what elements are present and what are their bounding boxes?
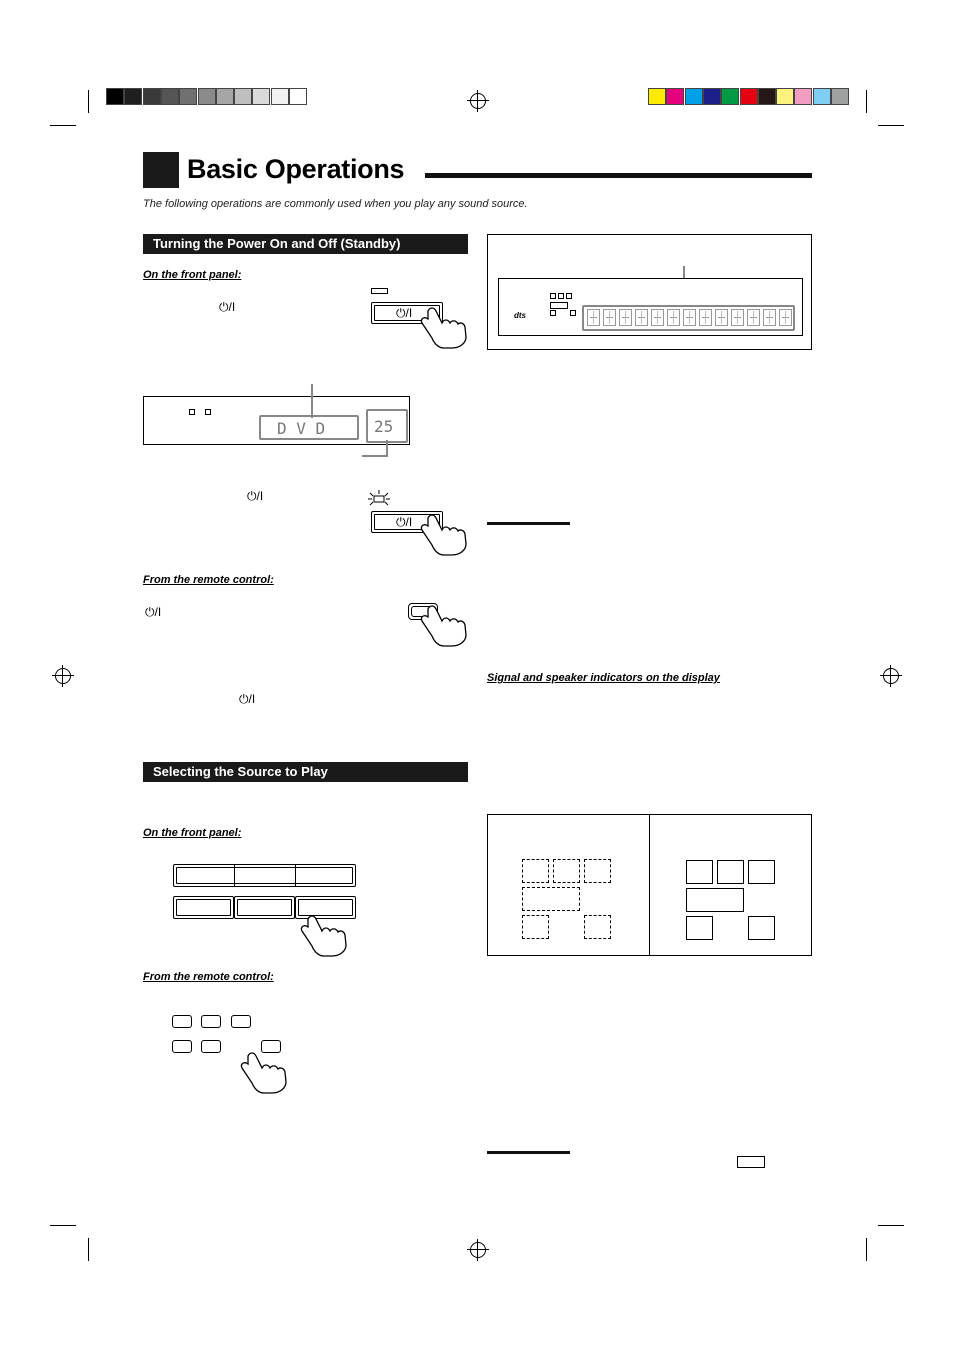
dts-logo: dts — [514, 311, 526, 320]
color-swatch — [703, 88, 721, 105]
gray-swatch — [216, 88, 234, 105]
speaker-indicator — [584, 859, 611, 883]
color-swatch — [685, 88, 703, 105]
speaker-indicator — [522, 915, 549, 939]
power-icon: ⏻/I — [219, 300, 236, 314]
crop-mark — [878, 125, 904, 126]
display-segment — [619, 309, 632, 326]
indicators-heading: Signal and speaker indicators on the display — [487, 672, 720, 684]
source-button[interactable] — [173, 896, 234, 919]
display-segment — [683, 309, 696, 326]
gray-swatch — [161, 88, 179, 105]
power-icon: ⏻/I — [239, 692, 256, 706]
page-tab — [737, 1156, 765, 1168]
character-display — [582, 305, 795, 331]
gray-swatch — [143, 88, 161, 105]
remote-source-button[interactable] — [201, 1015, 221, 1028]
color-swatch — [776, 88, 794, 105]
power-button[interactable]: ⏻/I — [371, 302, 443, 324]
source-display: D V D — [259, 415, 359, 440]
source-button[interactable] — [234, 896, 295, 919]
color-swatch — [831, 88, 849, 105]
section-rule — [487, 522, 570, 525]
hand-press-icon — [420, 512, 470, 557]
speaker-indicator — [522, 887, 580, 911]
speaker-indicator — [686, 888, 744, 912]
power-icon: ⏻/I — [145, 605, 162, 619]
gray-swatch — [124, 88, 142, 105]
speaker-indicator — [748, 916, 775, 940]
display-segment — [603, 309, 616, 326]
section-source-heading: Selecting the Source to Play — [143, 762, 468, 782]
remote-source-button[interactable] — [201, 1040, 221, 1053]
hand-press-icon — [300, 913, 350, 958]
hand-press-icon — [240, 1050, 290, 1095]
crop-mark — [866, 90, 867, 113]
display-segment — [747, 309, 760, 326]
speaker-indicator — [748, 860, 775, 884]
source-front-panel-label: On the front panel: — [143, 827, 242, 839]
color-swatch — [758, 88, 776, 105]
display-segment — [635, 309, 648, 326]
color-swatch — [794, 88, 812, 105]
registration-mark-icon — [470, 1242, 486, 1258]
display-segment — [667, 309, 680, 326]
display-segment — [763, 309, 776, 326]
gray-swatch — [252, 88, 270, 105]
gray-swatch — [106, 88, 124, 105]
crop-mark — [50, 1225, 76, 1226]
speaker-indicator — [553, 859, 580, 883]
speaker-indicator — [717, 860, 744, 884]
color-swatch — [740, 88, 758, 105]
speaker-indicator — [686, 860, 713, 884]
volume-display: 25 — [366, 409, 408, 443]
source-buttons-row-1 — [173, 864, 356, 887]
title-rule — [425, 173, 812, 178]
color-swatch — [721, 88, 739, 105]
power-button-2[interactable]: ⏻/I — [371, 511, 443, 533]
standby-lamp — [371, 288, 388, 294]
power-front-panel-label: On the front panel: — [143, 269, 242, 281]
color-swatch — [666, 88, 684, 105]
power-remote-label: From the remote control: — [143, 574, 274, 586]
gray-swatch — [234, 88, 252, 105]
callout-line — [362, 455, 388, 457]
page-subtitle: The following operations are commonly used when you play any sound source. — [143, 198, 528, 210]
gray-swatch — [271, 88, 289, 105]
speaker-indicator — [584, 915, 611, 939]
speaker-indicator — [686, 916, 713, 940]
crop-mark — [866, 1238, 867, 1261]
display-segment — [587, 309, 600, 326]
color-swatch — [813, 88, 831, 105]
remote-source-button[interactable] — [172, 1040, 192, 1053]
full-display — [498, 278, 803, 336]
display-segment — [779, 309, 792, 326]
display-diagram — [487, 234, 812, 350]
title-block — [143, 152, 179, 188]
registration-mark-icon — [55, 668, 71, 684]
callout-line — [311, 384, 313, 418]
display-segment — [715, 309, 728, 326]
speaker-indicator — [522, 859, 549, 883]
crop-mark — [88, 90, 89, 113]
crop-mark — [50, 125, 76, 126]
hand-press-icon — [420, 305, 470, 350]
power-icon: ⏻/I — [247, 489, 264, 503]
front-display — [143, 396, 410, 445]
remote-source-button[interactable] — [231, 1015, 251, 1028]
display-segment — [731, 309, 744, 326]
color-swatch — [648, 88, 666, 105]
gray-swatch — [179, 88, 197, 105]
flash-icon — [368, 490, 390, 508]
display-segment — [699, 309, 712, 326]
section-power-heading: Turning the Power On and Off (Standby) — [143, 234, 468, 254]
gray-swatch — [289, 88, 307, 105]
crop-mark — [88, 1238, 89, 1261]
section-rule — [487, 1151, 570, 1154]
source-remote-label: From the remote control: — [143, 971, 274, 983]
page-title: Basic Operations — [187, 154, 405, 184]
remote-source-button[interactable] — [172, 1015, 192, 1028]
speaker-indicator-diagram — [487, 814, 812, 956]
gray-swatch — [198, 88, 216, 105]
crop-mark — [878, 1225, 904, 1226]
registration-mark-icon — [470, 93, 486, 109]
display-segment — [651, 309, 664, 326]
hand-press-icon — [420, 603, 470, 648]
registration-mark-icon — [883, 668, 899, 684]
